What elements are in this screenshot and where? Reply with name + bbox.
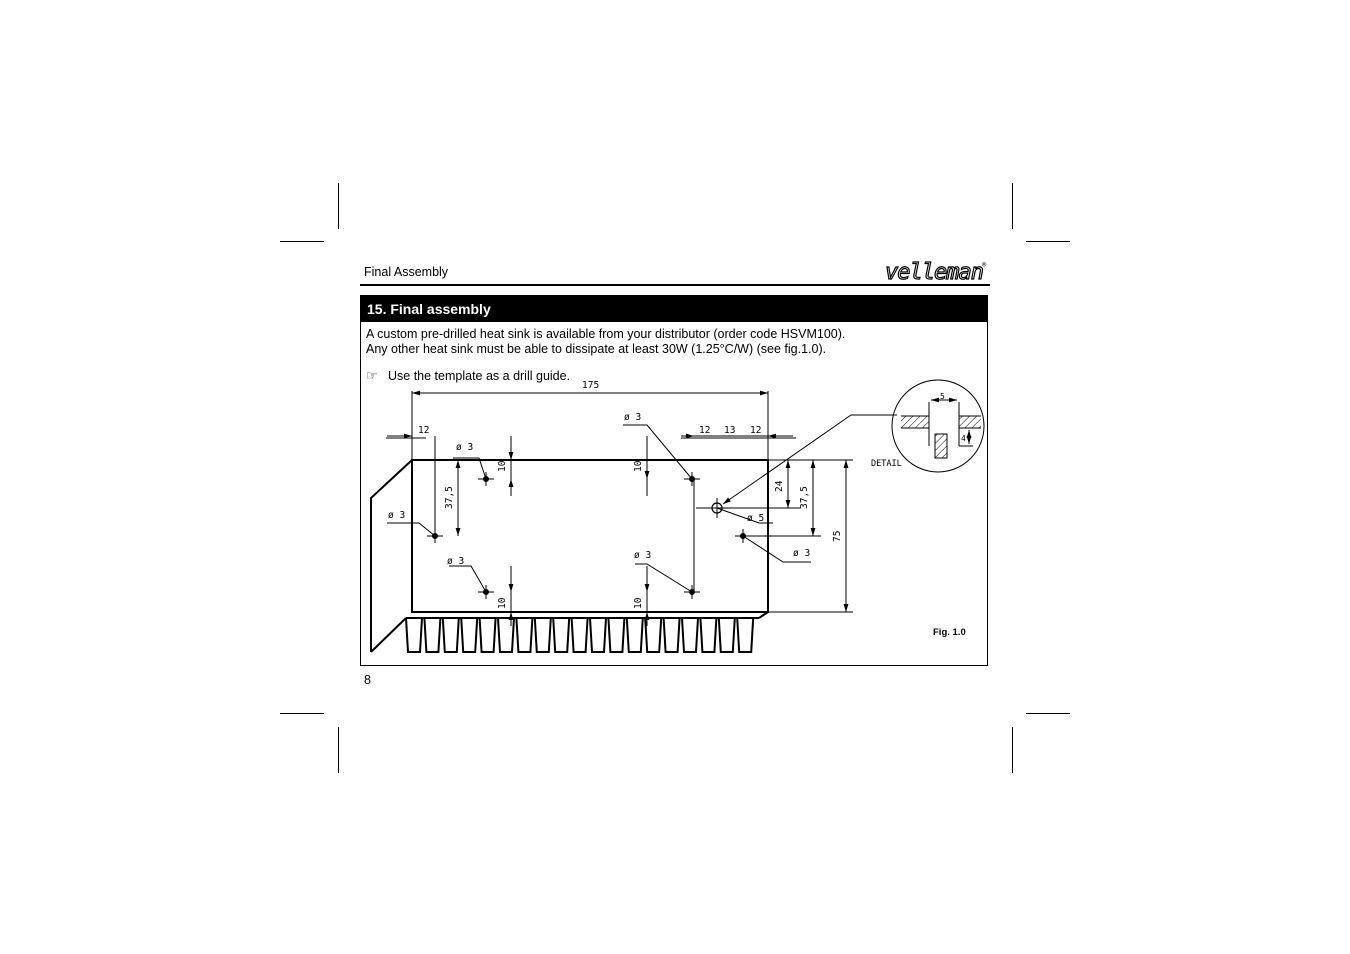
hole-label: ø 3: [624, 412, 642, 423]
dimension-lines: [387, 393, 846, 626]
crop-mark: [280, 713, 324, 714]
figure-label: Fig. 1.0: [933, 627, 966, 638]
dim-10: 10: [497, 460, 508, 472]
dim-10: 10: [497, 597, 508, 609]
svg-text:®: ®: [982, 261, 987, 269]
hole-label: ø 3: [388, 510, 406, 521]
hole-label: ø 3: [456, 442, 474, 453]
intro-line: A custom pre-drilled heat sink is available from your distributor (order code HSVM100).: [366, 327, 846, 341]
hole-label-d5: ø 5: [747, 513, 765, 524]
dim-37-5-left: 37,5: [444, 486, 455, 509]
brand-text: velleman: [885, 260, 983, 284]
drill-note-text: Use the template as a drill guide.: [388, 369, 571, 383]
detail-dim-5: 5: [940, 392, 945, 401]
section-title: 15. Final assembly: [361, 296, 987, 322]
dim-75: 75: [832, 530, 843, 542]
hole-label: ø 3: [793, 548, 811, 559]
crop-mark: [1012, 727, 1013, 773]
velleman-logo: [884, 258, 990, 284]
dim-10: 10: [633, 460, 644, 472]
dim-24: 24: [774, 480, 785, 492]
dim-175: 175: [582, 380, 600, 391]
crop-mark: [1026, 713, 1070, 714]
intro-line: Any other heat sink must be able to dissipate at least 30W (1.25°C/W) (see fig.1.0).: [366, 341, 827, 356]
detail-view: [892, 380, 984, 472]
crop-mark: [338, 727, 339, 773]
mounting-holes: [427, 472, 751, 599]
dim-13: 13: [724, 425, 736, 436]
content-box: [360, 295, 988, 666]
header-rule: [360, 284, 990, 286]
dim-12: 12: [750, 425, 762, 436]
dim-12: 12: [699, 425, 711, 436]
pointing-hand-icon: ☞: [366, 368, 378, 383]
hole-label: ø 3: [447, 556, 465, 567]
hole-label: ø 3: [634, 550, 652, 561]
dim-37-5-right: 37,5: [799, 486, 810, 509]
crop-mark: [1026, 241, 1070, 242]
extension-lines: [386, 391, 853, 626]
heat-sink-drawing: [361, 296, 987, 665]
dim-10: 10: [633, 597, 644, 609]
detail-dim-4: 4: [961, 434, 966, 443]
heat-sink-fins: [406, 618, 753, 652]
dim-12-left: 12: [418, 425, 430, 436]
crop-mark: [338, 183, 339, 229]
crop-mark: [1012, 183, 1013, 229]
header-section-title: Final Assembly: [364, 265, 449, 279]
fin-outline: [406, 618, 753, 652]
detail-label: DETAIL: [871, 459, 902, 469]
dimension-labels: [388, 380, 966, 609]
crop-mark: [280, 241, 324, 242]
page-number: 8: [364, 673, 371, 687]
